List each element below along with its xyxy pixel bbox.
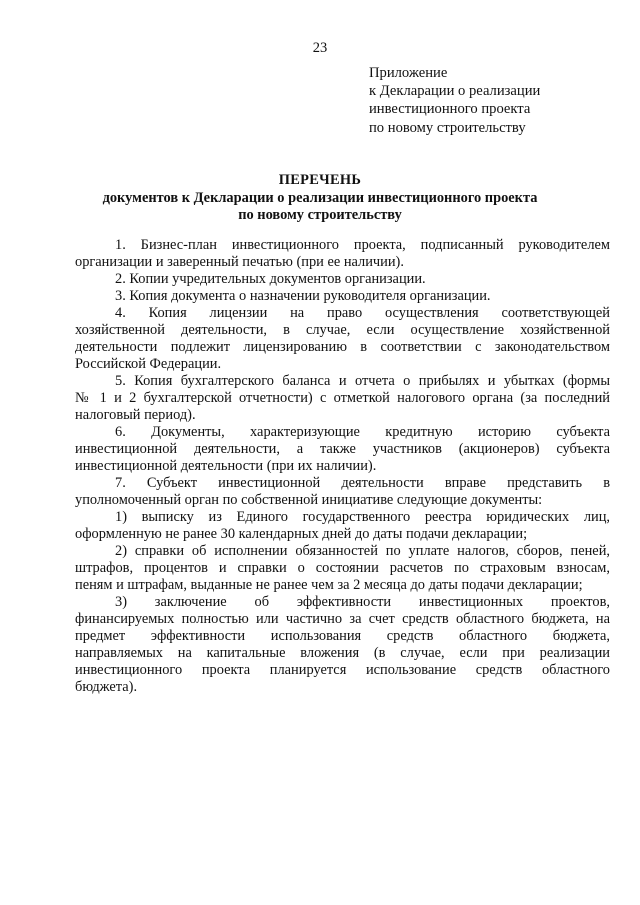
paragraph-line: направляемых на капитальные вложения (в случае, если при реализации	[75, 645, 610, 661]
paragraph-line: 4. Копия лицензии на право осуществления соответствующей	[115, 305, 610, 321]
paragraph-line: 1) выписку из Единого государственного реестра юридических лиц,	[115, 509, 610, 525]
paragraph-line: 1. Бизнес-план инвестиционного проекта, подписанный руководителем	[115, 237, 610, 253]
paragraph-line: Российской Федерации.	[75, 356, 222, 372]
paragraph-line: бюджета).	[75, 679, 138, 695]
list-item	[75, 288, 610, 305]
paragraph-line: организации и заверенный печатью (при ее наличии).	[75, 254, 404, 270]
paragraph-line: пеням и штрафам, выданные не ранее чем за 2 месяца до даты подачи декларации;	[75, 577, 583, 593]
paragraph-line: 6. Документы, характеризующие кредитную историю субъекта	[115, 424, 610, 440]
document-title	[0, 172, 640, 225]
list-item	[75, 594, 610, 696]
title-line-3: по новому строительству	[238, 207, 402, 223]
paragraph-line: 2. Копии учредительных документов организации.	[115, 271, 426, 287]
list-item	[75, 475, 610, 509]
list-item	[75, 237, 610, 271]
paragraph-line: инвестиционного проекта планируется использование средств областного	[75, 662, 610, 678]
title-line-2: документов к Декларации о реализации инвестиционного проекта	[102, 189, 538, 206]
appendix-line: инвестиционного проекта	[369, 101, 531, 118]
appendix-header	[369, 64, 540, 137]
paragraph-line: деятельности подлежит лицензированию в соответствии с законодательством	[75, 339, 610, 355]
paragraph-line: оформленную не ранее 30 календарных дней до даты подачи декларации;	[75, 526, 528, 542]
appendix-line: Приложение	[369, 65, 448, 81]
paragraph-line: налоговый период).	[75, 407, 196, 423]
paragraph-line: хозяйственной деятельности, в случае, если осуществление хозяйственной	[75, 322, 610, 338]
paragraph-line: финансируемых полностью или частично за счет средств областного бюджета, на	[75, 611, 610, 627]
paragraph-line: 5. Копия бухгалтерского баланса и отчета о прибылях и убытках (формы	[115, 373, 610, 389]
paragraph-line: № 1 и 2 бухгалтерской отчетности) с отметкой налогового органа (за последний	[75, 390, 610, 406]
paragraph-line: 3. Копия документа о назначении руководителя организации.	[115, 288, 491, 304]
list-item	[75, 271, 610, 288]
paragraph-line: 3) заключение об эффективности инвестиционных проектов,	[115, 594, 610, 610]
list-item	[75, 305, 610, 373]
paragraph-line: штрафов, процентов и справки о состоянии расчетов по страховым взносам,	[75, 560, 610, 576]
appendix-line: к Декларации о реализации	[369, 83, 541, 100]
list-item	[75, 543, 610, 594]
list-item	[75, 424, 610, 475]
list-item	[75, 373, 610, 424]
document-body	[75, 237, 610, 696]
appendix-line: по новому строительству	[369, 119, 526, 136]
paragraph-line: инвестиционной деятельности (при их наличии).	[75, 458, 377, 474]
title-line-1: ПЕРЕЧЕНЬ	[278, 172, 362, 188]
page-number: 23	[312, 40, 328, 56]
paragraph-line: инвестиционной деятельности, а также участников (акционеров) субъекта	[75, 441, 610, 457]
paragraph-line: уполномоченный орган по собственной инициативе следующие документы:	[75, 492, 543, 508]
paragraph-line: предмет эффективности использования средств областного бюджета,	[75, 628, 610, 644]
paragraph-line: 7. Субъект инвестиционной деятельности вправе представить в	[115, 475, 610, 491]
paragraph-line: 2) справки об исполнении обязанностей по уплате налогов, сборов, пеней,	[115, 543, 610, 559]
list-item	[75, 509, 610, 543]
